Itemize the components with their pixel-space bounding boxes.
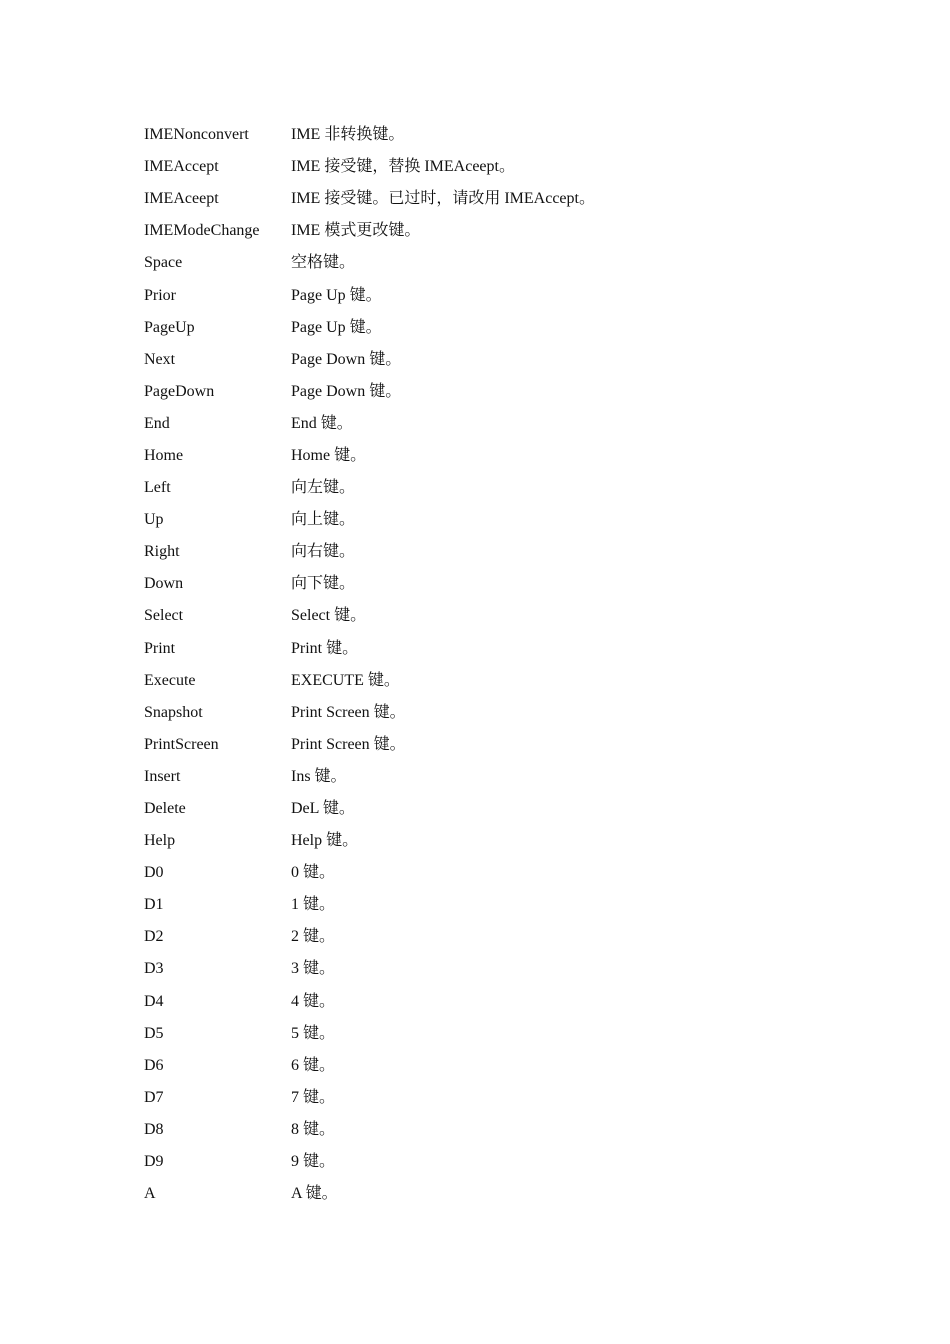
table-row xyxy=(144,633,844,665)
key-name: Next xyxy=(144,350,176,368)
key-name: D7 xyxy=(144,1088,164,1106)
key-description: Select 键。 xyxy=(291,607,367,625)
key-description: Home 键。 xyxy=(291,446,367,464)
key-name: Select xyxy=(144,607,184,625)
key-name: Help xyxy=(144,832,176,850)
key-description: 5 键。 xyxy=(291,1024,336,1042)
table-row xyxy=(144,825,844,857)
key-description: IME 接受键。已过时，请改用 IMEAccept。 xyxy=(291,190,595,208)
key-name: PageDown xyxy=(144,382,215,400)
key-name: D0 xyxy=(144,864,164,882)
key-name: Right xyxy=(144,543,180,561)
key-description: Print Screen 键。 xyxy=(291,735,406,753)
key-name: End xyxy=(144,414,170,432)
key-name: Delete xyxy=(144,800,186,818)
key-description: Page Down 键。 xyxy=(291,382,402,400)
key-name: D6 xyxy=(144,1056,164,1074)
table-row xyxy=(144,1178,844,1210)
key-name: D4 xyxy=(144,992,164,1010)
table-row xyxy=(144,440,844,472)
key-description: 3 键。 xyxy=(291,960,336,978)
table-row xyxy=(144,921,844,953)
table-row xyxy=(144,1050,844,1082)
key-description: 向左键。 xyxy=(291,479,356,497)
key-name: Home xyxy=(144,446,184,464)
key-name: IMEAceept xyxy=(144,190,219,208)
key-description: 2 键。 xyxy=(291,928,336,946)
key-description: 1 键。 xyxy=(291,896,336,914)
key-name: IMEAccept xyxy=(144,158,219,176)
key-description: 空格键。 xyxy=(291,254,356,272)
key-name: Left xyxy=(144,479,171,497)
table-row xyxy=(144,761,844,793)
key-name: PageUp xyxy=(144,318,195,336)
key-description: Page Down 键。 xyxy=(291,350,402,368)
table-row xyxy=(144,279,844,311)
key-description: 向右键。 xyxy=(291,543,356,561)
table-row xyxy=(144,1018,844,1050)
key-description: IME 接受键，替换 IMEAceept。 xyxy=(291,158,515,176)
key-name: IMENonconvert xyxy=(144,126,249,144)
key-description: Help 键。 xyxy=(291,832,359,850)
table-row xyxy=(144,344,844,376)
table-row xyxy=(144,857,844,889)
table-row xyxy=(144,408,844,440)
table-row xyxy=(144,729,844,761)
key-name: Snapshot xyxy=(144,703,203,721)
table-row xyxy=(144,1146,844,1178)
table-row xyxy=(144,247,844,279)
key-name: D5 xyxy=(144,1024,164,1042)
key-description: EXECUTE 键。 xyxy=(291,671,400,689)
key-description: Page Up 键。 xyxy=(291,318,382,336)
key-name: D2 xyxy=(144,928,164,946)
key-description: A 键。 xyxy=(291,1185,338,1203)
key-name: Execute xyxy=(144,671,196,689)
key-table xyxy=(144,119,844,1210)
key-description: 6 键。 xyxy=(291,1056,336,1074)
key-name: Prior xyxy=(144,286,176,304)
key-name: Space xyxy=(144,254,183,272)
table-row xyxy=(144,119,844,151)
table-row xyxy=(144,312,844,344)
table-row xyxy=(144,986,844,1018)
table-row xyxy=(144,215,844,247)
key-description: 7 键。 xyxy=(291,1088,336,1106)
key-description: Page Up 键。 xyxy=(291,286,382,304)
table-row xyxy=(144,953,844,985)
table-row xyxy=(144,151,844,183)
key-description: 向下键。 xyxy=(291,575,356,593)
key-description: Print 键。 xyxy=(291,639,359,657)
key-name: A xyxy=(144,1185,156,1203)
key-description: 0 键。 xyxy=(291,864,336,882)
key-description: 4 键。 xyxy=(291,992,336,1010)
key-name: D8 xyxy=(144,1120,164,1138)
key-name: Up xyxy=(144,511,164,529)
table-row xyxy=(144,376,844,408)
table-row xyxy=(144,536,844,568)
key-description: Print Screen 键。 xyxy=(291,703,406,721)
key-description: Ins 键。 xyxy=(291,767,347,785)
table-row xyxy=(144,504,844,536)
table-row xyxy=(144,665,844,697)
key-name: D1 xyxy=(144,896,164,914)
key-name: D9 xyxy=(144,1153,164,1171)
table-row xyxy=(144,793,844,825)
key-description: IME 模式更改键。 xyxy=(291,222,421,240)
key-name: Insert xyxy=(144,767,181,785)
table-row xyxy=(144,183,844,215)
table-row xyxy=(144,600,844,632)
table-row xyxy=(144,1082,844,1114)
key-name: D3 xyxy=(144,960,164,978)
table-row xyxy=(144,472,844,504)
table-row xyxy=(144,1114,844,1146)
key-name: IMEModeChange xyxy=(144,222,260,240)
key-description: 8 键。 xyxy=(291,1120,336,1138)
table-row xyxy=(144,697,844,729)
key-description: 向上键。 xyxy=(291,511,356,529)
key-name: Print xyxy=(144,639,176,657)
key-description: 9 键。 xyxy=(291,1153,336,1171)
key-name: PrintScreen xyxy=(144,735,219,753)
table-row xyxy=(144,568,844,600)
key-name: Down xyxy=(144,575,184,593)
key-description: IME 非转换键。 xyxy=(291,126,405,144)
key-description: DeL 键。 xyxy=(291,800,355,818)
table-row xyxy=(144,889,844,921)
key-description: End 键。 xyxy=(291,414,353,432)
